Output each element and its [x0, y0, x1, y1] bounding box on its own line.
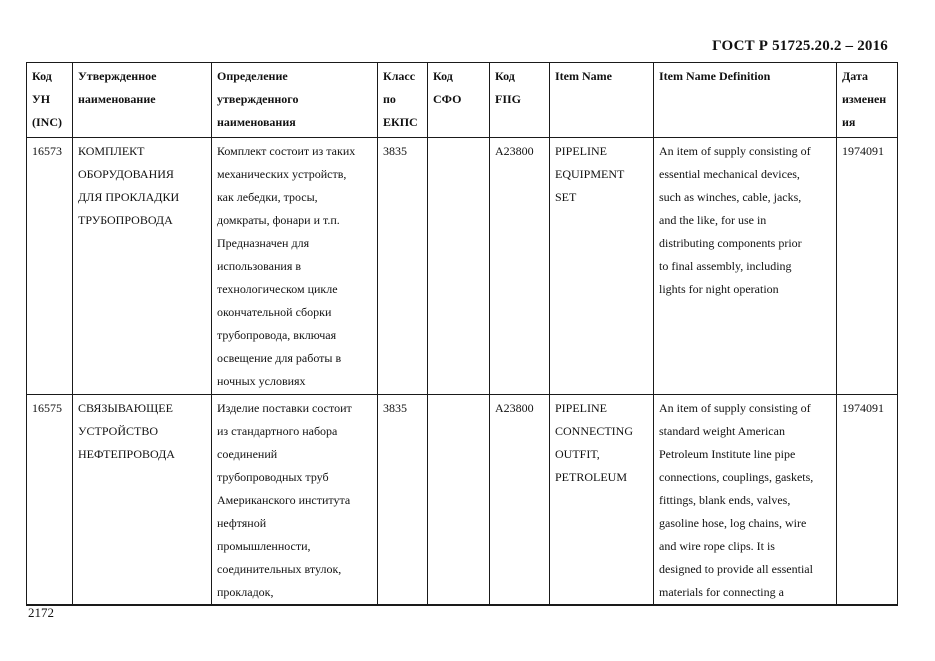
cell-change-date: 1974091: [837, 395, 898, 606]
cell-item-name-definition: An item of supply consisting of essential mechanical devices, such as winches, cable, jacks, and the like, for use in distributing components prior to final assembly, including lights for night operation: [654, 138, 837, 395]
cell-sfo-code: [428, 138, 490, 395]
cell-name-definition: Комплект состоит из таких механических устройств, как лебедки, тросы, домкраты, фонари и т.п. Предназначен для использования в технологическом цикле окончательной сборки трубопровода, включая освещение для работы в ночных условиях: [212, 138, 378, 395]
cell-change-date: 1974091: [837, 138, 898, 395]
header-ekps-class: Класс по ЕКПС: [378, 63, 428, 138]
cell-inc-code: 16573: [27, 138, 73, 395]
header-change-date: Дата изменен ия: [837, 63, 898, 138]
cell-approved-name: СВЯЗЫВАЮЩЕЕ УСТРОЙСТВО НЕФТЕПРОВОДА: [73, 395, 212, 606]
header-inc-code: Код УН (INC): [27, 63, 73, 138]
cell-inc-code: 16575: [27, 395, 73, 606]
header-item-name: Item Name: [550, 63, 654, 138]
page-number: 2172: [28, 605, 54, 620]
cell-sfo-code: [428, 395, 490, 606]
header-item-name-definition: Item Name Definition: [654, 63, 837, 138]
table-row: [27, 138, 898, 395]
table-row: [27, 395, 898, 606]
header-name-definition: Определение утвержденного наименования: [212, 63, 378, 138]
header-approved-name: Утвержденное наименование: [73, 63, 212, 138]
cell-item-name-definition: An item of supply consisting of standard weight American Petroleum Institute line pipe connections, couplings, gaskets, fittings, blank ends, valves, gasoline hose, log chains, wire and wire rope clips. It is designed to provide all essential materials for connecting a: [654, 395, 837, 606]
cell-item-name: PIPELINE EQUIPMENT SET: [550, 138, 654, 395]
cell-ekps-class: 3835: [378, 395, 428, 606]
header-fiig-code: Код FIIG: [490, 63, 550, 138]
cell-item-name: PIPELINE CONNECTING OUTFIT, PETROLEUM: [550, 395, 654, 606]
document-standard-header: ГОСТ Р 51725.20.2 – 2016: [712, 38, 888, 54]
cell-fiig-code: A23800: [490, 138, 550, 395]
table-header-row: [27, 63, 898, 138]
cell-approved-name: КОМПЛЕКТ ОБОРУДОВАНИЯ ДЛЯ ПРОКЛАДКИ ТРУБОПРОВОДА: [73, 138, 212, 395]
cell-name-definition: Изделие поставки состоит из стандартного набора соединений трубопроводных труб Американского института нефтяной промышленности, соединительных втулок, прокладок,: [212, 395, 378, 606]
header-sfo-code: Код СФО: [428, 63, 490, 138]
cell-fiig-code: A23800: [490, 395, 550, 606]
classifier-table: [26, 62, 898, 606]
cell-ekps-class: 3835: [378, 138, 428, 395]
